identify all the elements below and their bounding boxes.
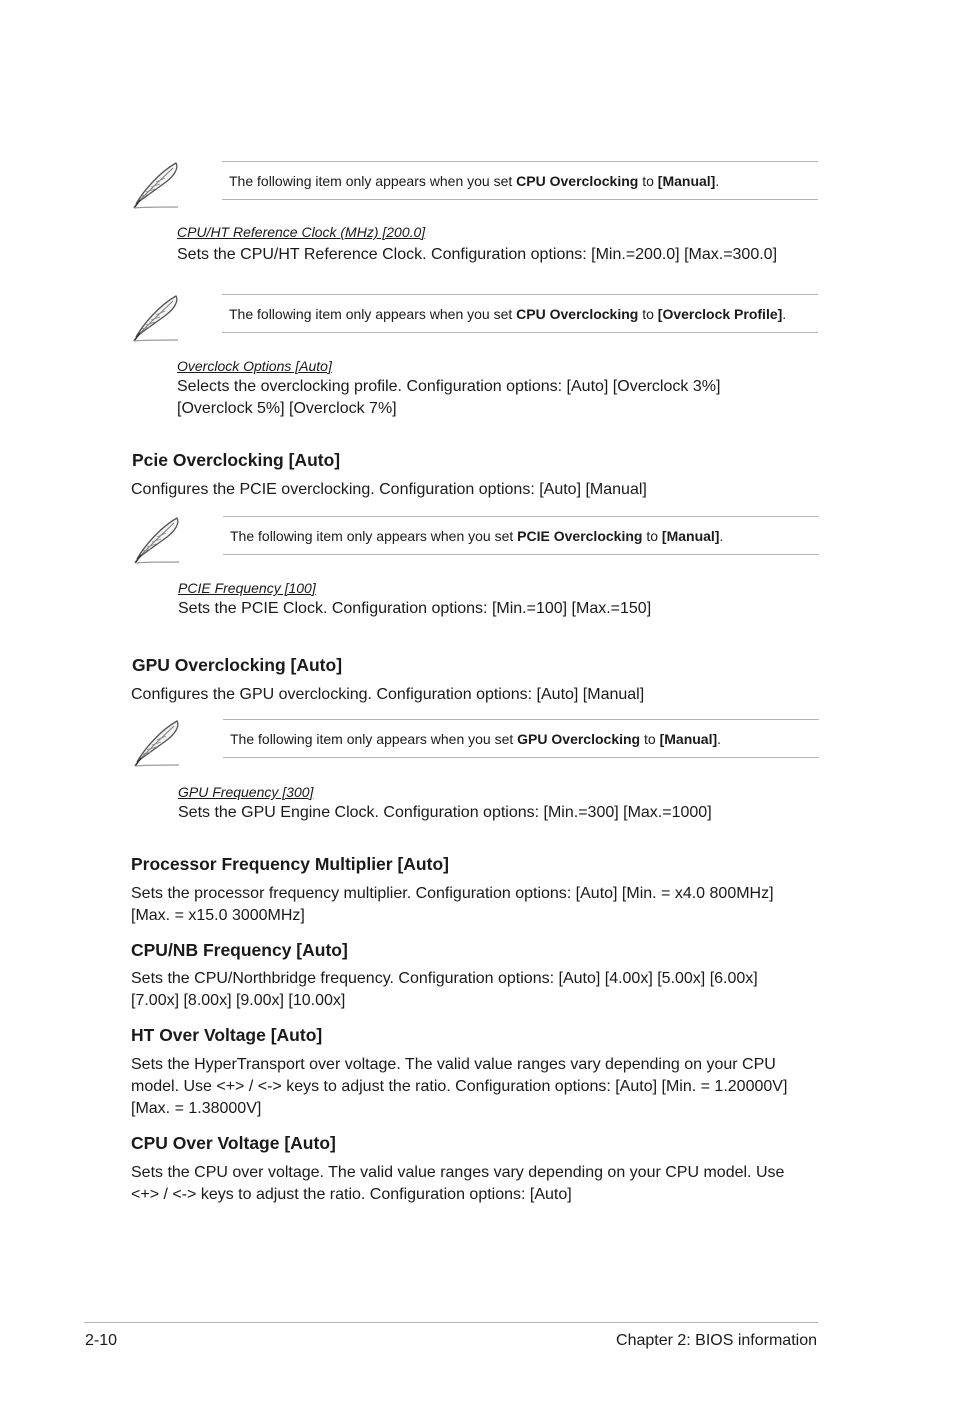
subitem-description-line: [Overclock 5%] [Overclock 7%]: [177, 400, 397, 417]
note-pen-icon: [131, 515, 183, 565]
section-description-line: [Max. = 1.38000V]: [131, 1100, 262, 1117]
note-pen-icon: [131, 718, 183, 768]
subitem-title: GPU Frequency [300]: [178, 784, 314, 800]
subitem-title: Overclock Options [Auto]: [177, 358, 332, 374]
subitem-description: Sets the GPU Engine Clock. Configuration options: [Min.=300] [Max.=1000]: [178, 804, 712, 821]
section-description-line: <+> / <-> keys to adjust the ratio. Configuration options: [Auto]: [131, 1186, 572, 1203]
note-pen-icon: [130, 160, 182, 210]
note-text: The following item only appears when you set CPU Overclocking to [Overclock Profile].: [229, 306, 787, 322]
section-description-line: Sets the processor frequency multiplier. Configuration options: [Auto] [Min. = x4.0 800MHz]: [131, 885, 774, 902]
section-description: Configures the PCIE overclocking. Configuration options: [Auto] [Manual]: [131, 481, 647, 498]
subitem-description: Sets the PCIE Clock. Configuration options: [Min.=100] [Max.=150]: [178, 600, 652, 617]
section-heading: Processor Frequency Multiplier [Auto]: [131, 854, 449, 874]
subitem-description-line: Selects the overclocking profile. Configuration options: [Auto] [Overclock 3%]: [177, 378, 721, 395]
section-description-line: Sets the HyperTransport over voltage. The valid value ranges vary depending on your CPU: [131, 1056, 776, 1073]
section-heading: GPU Overclocking [Auto]: [132, 655, 343, 675]
section-description-line: [Max. = x15.0 3000MHz]: [131, 907, 305, 924]
subitem-title: PCIE Frequency [100]: [178, 580, 316, 596]
section-description-line: model. Use <+> / <-> keys to adjust the ratio. Configuration options: [Auto] [Min. = 1.20000V]: [131, 1078, 788, 1095]
section-heading: Pcie Overclocking [Auto]: [132, 450, 341, 470]
section-heading: HT Over Voltage [Auto]: [131, 1025, 323, 1045]
section-description-line: [7.00x] [8.00x] [9.00x] [10.00x]: [131, 992, 346, 1009]
section-description-line: Sets the CPU/Northbridge frequency. Configuration options: [Auto] [4.00x] [5.00x] [6.00x]: [131, 970, 758, 987]
subitem-description: Sets the CPU/HT Reference Clock. Configuration options: [Min.=200.0] [Max.=300.0]: [177, 246, 778, 263]
page-number: 2-10: [85, 1332, 118, 1349]
note-text: The following item only appears when you set GPU Overclocking to [Manual].: [230, 731, 722, 747]
section-description: Configures the GPU overclocking. Configuration options: [Auto] [Manual]: [131, 686, 645, 703]
footer-divider: [84, 1322, 818, 1323]
section-description-line: Sets the CPU over voltage. The valid value ranges vary depending on your CPU model. Use: [131, 1164, 785, 1181]
section-heading: CPU/NB Frequency [Auto]: [131, 940, 348, 960]
note-text: The following item only appears when you set PCIE Overclocking to [Manual].: [230, 528, 724, 544]
chapter-title: Chapter 2: BIOS information: [616, 1332, 817, 1349]
note-text: The following item only appears when you set CPU Overclocking to [Manual].: [229, 173, 720, 189]
section-heading: CPU Over Voltage [Auto]: [131, 1133, 336, 1153]
subitem-title: CPU/HT Reference Clock (MHz) [200.0]: [177, 224, 426, 240]
note-pen-icon: [130, 293, 182, 343]
